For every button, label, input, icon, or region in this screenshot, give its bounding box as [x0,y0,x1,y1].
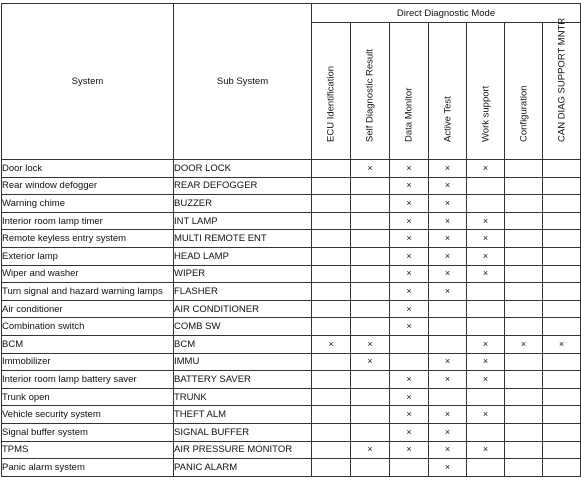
system-cell: Combination switch [2,318,174,336]
supported-mark-cell: × [429,265,467,283]
supported-mark-cell: × [390,318,429,336]
sub-system-cell: THEFT ALM [174,406,312,424]
supported-mark-cell: × [429,423,467,441]
empty-mark-cell [505,247,543,265]
empty-mark-cell [505,160,543,178]
empty-mark-cell [543,441,581,459]
system-cell: Trunk open [2,388,174,406]
supported-mark-cell: × [467,265,505,283]
empty-mark-cell [312,371,351,389]
empty-mark-cell [505,318,543,336]
supported-mark-cell: × [390,406,429,424]
sub-system-cell: BUZZER [174,195,312,213]
supported-mark-cell: × [429,353,467,371]
diagnostic-table-container [1,3,581,477]
supported-mark-cell: × [429,230,467,248]
supported-mark-cell: × [467,160,505,178]
table-row [2,283,581,301]
table-row [2,212,581,230]
system-cell: Interior room lamp battery saver [2,371,174,389]
supported-mark-cell: × [467,441,505,459]
empty-mark-cell [505,459,543,477]
empty-mark-cell [505,371,543,389]
empty-mark-cell [467,423,505,441]
empty-mark-cell [312,353,351,371]
supported-mark-cell: × [390,283,429,301]
empty-mark-cell [543,388,581,406]
empty-mark-cell [312,318,351,336]
sub-system-cell: BATTERY SAVER [174,371,312,389]
empty-mark-cell [351,265,390,283]
sub-system-cell: MULTI REMOTE ENT [174,230,312,248]
system-cell: Panic alarm system [2,459,174,477]
table-row [2,388,581,406]
empty-mark-cell [351,318,390,336]
empty-mark-cell [351,388,390,406]
system-cell: Wiper and washer [2,265,174,283]
empty-mark-cell [505,406,543,424]
sub-system-cell: AIR PRESSURE MONITOR [174,441,312,459]
empty-mark-cell [543,247,581,265]
sub-system-cell: PANIC ALARM [174,459,312,477]
supported-mark-cell: × [351,335,390,353]
empty-mark-cell [467,283,505,301]
supported-mark-cell: × [429,177,467,195]
empty-mark-cell [543,406,581,424]
sub-system-cell: DOOR LOCK [174,160,312,178]
supported-mark-cell: × [429,212,467,230]
empty-mark-cell [312,388,351,406]
system-cell: Interior room lamp timer [2,212,174,230]
empty-mark-cell [543,265,581,283]
direct-diagnostic-mode-header: Direct Diagnostic Mode [312,4,581,23]
empty-mark-cell [467,459,505,477]
supported-mark-cell: × [429,160,467,178]
empty-mark-cell [429,388,467,406]
empty-mark-cell [429,300,467,318]
supported-mark-cell: × [429,247,467,265]
mode-header-ecu-identification: ECU Identification [312,23,351,160]
empty-mark-cell [312,406,351,424]
supported-mark-cell: × [429,459,467,477]
empty-mark-cell [312,459,351,477]
system-column-header: System [2,4,174,160]
supported-mark-cell: × [467,230,505,248]
diagnostic-mode-table [1,3,581,477]
system-cell: Rear window defogger [2,177,174,195]
supported-mark-cell: × [467,406,505,424]
table-row [2,160,581,178]
supported-mark-cell: × [543,335,581,353]
supported-mark-cell: × [429,406,467,424]
empty-mark-cell [467,318,505,336]
table-row [2,300,581,318]
supported-mark-cell: × [390,230,429,248]
supported-mark-cell: × [467,335,505,353]
empty-mark-cell [351,459,390,477]
empty-mark-cell [505,423,543,441]
empty-mark-cell [429,335,467,353]
empty-mark-cell [543,195,581,213]
empty-mark-cell [312,283,351,301]
table-row [2,318,581,336]
supported-mark-cell: × [467,247,505,265]
system-cell: Turn signal and hazard warning lamps [2,283,174,301]
system-cell: Exterior lamp [2,247,174,265]
empty-mark-cell [351,195,390,213]
mode-header-data-monitor: Data Monitor [390,23,429,160]
empty-mark-cell [467,195,505,213]
supported-mark-cell: × [467,353,505,371]
supported-mark-cell: × [390,300,429,318]
supported-mark-cell: × [429,441,467,459]
empty-mark-cell [505,195,543,213]
empty-mark-cell [351,212,390,230]
sub-system-cell: TRUNK [174,388,312,406]
sub-system-cell: INT LAMP [174,212,312,230]
supported-mark-cell: × [312,335,351,353]
empty-mark-cell [351,283,390,301]
sub-system-cell: HEAD LAMP [174,247,312,265]
empty-mark-cell [543,230,581,248]
empty-mark-cell [312,177,351,195]
supported-mark-cell: × [467,371,505,389]
empty-mark-cell [351,300,390,318]
sub-system-cell: IMMU [174,353,312,371]
supported-mark-cell: × [429,283,467,301]
sub-system-cell: BCM [174,335,312,353]
empty-mark-cell [543,459,581,477]
table-row [2,353,581,371]
supported-mark-cell: × [390,195,429,213]
empty-mark-cell [505,353,543,371]
supported-mark-cell: × [390,177,429,195]
empty-mark-cell [543,160,581,178]
supported-mark-cell: × [505,335,543,353]
supported-mark-cell: × [390,441,429,459]
empty-mark-cell [543,318,581,336]
supported-mark-cell: × [467,212,505,230]
supported-mark-cell: × [390,371,429,389]
empty-mark-cell [351,177,390,195]
table-row [2,406,581,424]
sub-system-cell: REAR DEFOGGER [174,177,312,195]
empty-mark-cell [505,300,543,318]
system-cell: Air conditioner [2,300,174,318]
empty-mark-cell [390,353,429,371]
empty-mark-cell [312,300,351,318]
table-row [2,177,581,195]
empty-mark-cell [467,177,505,195]
empty-mark-cell [543,212,581,230]
empty-mark-cell [390,459,429,477]
sub-system-column-header: Sub System [174,4,312,160]
empty-mark-cell [351,230,390,248]
table-row [2,423,581,441]
supported-mark-cell: × [351,353,390,371]
table-row [2,247,581,265]
supported-mark-cell: × [390,160,429,178]
supported-mark-cell: × [351,441,390,459]
empty-mark-cell [543,177,581,195]
sub-system-cell: COMB SW [174,318,312,336]
supported-mark-cell: × [390,212,429,230]
sub-system-cell: FLASHER [174,283,312,301]
empty-mark-cell [312,441,351,459]
system-cell: Warning chime [2,195,174,213]
empty-mark-cell [505,265,543,283]
supported-mark-cell: × [390,423,429,441]
table-body [2,160,581,477]
empty-mark-cell [312,160,351,178]
mode-header-work-support: Work support [467,23,505,160]
empty-mark-cell [351,406,390,424]
system-cell: Immobilizer [2,353,174,371]
empty-mark-cell [543,283,581,301]
mode-header-can-diag-support-mntr: CAN DIAG SUPPORT MNTR [543,23,581,160]
empty-mark-cell [312,265,351,283]
supported-mark-cell: × [351,160,390,178]
system-cell: TPMS [2,441,174,459]
table-row [2,265,581,283]
empty-mark-cell [429,318,467,336]
empty-mark-cell [312,195,351,213]
table-header [2,4,581,160]
supported-mark-cell: × [390,265,429,283]
mode-header-configuration: Configuration [505,23,543,160]
empty-mark-cell [543,300,581,318]
empty-mark-cell [312,230,351,248]
empty-mark-cell [505,177,543,195]
table-row [2,335,581,353]
empty-mark-cell [312,423,351,441]
sub-system-cell: SIGNAL BUFFER [174,423,312,441]
empty-mark-cell [505,212,543,230]
sub-system-cell: WIPER [174,265,312,283]
table-row [2,441,581,459]
supported-mark-cell: × [429,195,467,213]
empty-mark-cell [543,353,581,371]
supported-mark-cell: × [390,388,429,406]
system-cell: Signal buffer system [2,423,174,441]
empty-mark-cell [543,371,581,389]
system-cell: Door lock [2,160,174,178]
empty-mark-cell [543,423,581,441]
empty-mark-cell [390,335,429,353]
mode-header-active-test: Active Test [429,23,467,160]
empty-mark-cell [505,283,543,301]
empty-mark-cell [312,247,351,265]
table-row [2,371,581,389]
empty-mark-cell [467,388,505,406]
empty-mark-cell [312,212,351,230]
empty-mark-cell [351,371,390,389]
empty-mark-cell [505,230,543,248]
table-row [2,195,581,213]
empty-mark-cell [351,247,390,265]
sub-system-cell: AIR CONDITIONER [174,300,312,318]
empty-mark-cell [505,441,543,459]
table-row [2,459,581,477]
mode-header-self-diagnostic-result: Self Diagnostic Result [351,23,390,160]
supported-mark-cell: × [429,371,467,389]
empty-mark-cell [505,388,543,406]
empty-mark-cell [467,300,505,318]
table-row [2,230,581,248]
system-cell: BCM [2,335,174,353]
supported-mark-cell: × [390,247,429,265]
empty-mark-cell [351,423,390,441]
system-cell: Remote keyless entry system [2,230,174,248]
system-cell: Vehicle security system [2,406,174,424]
